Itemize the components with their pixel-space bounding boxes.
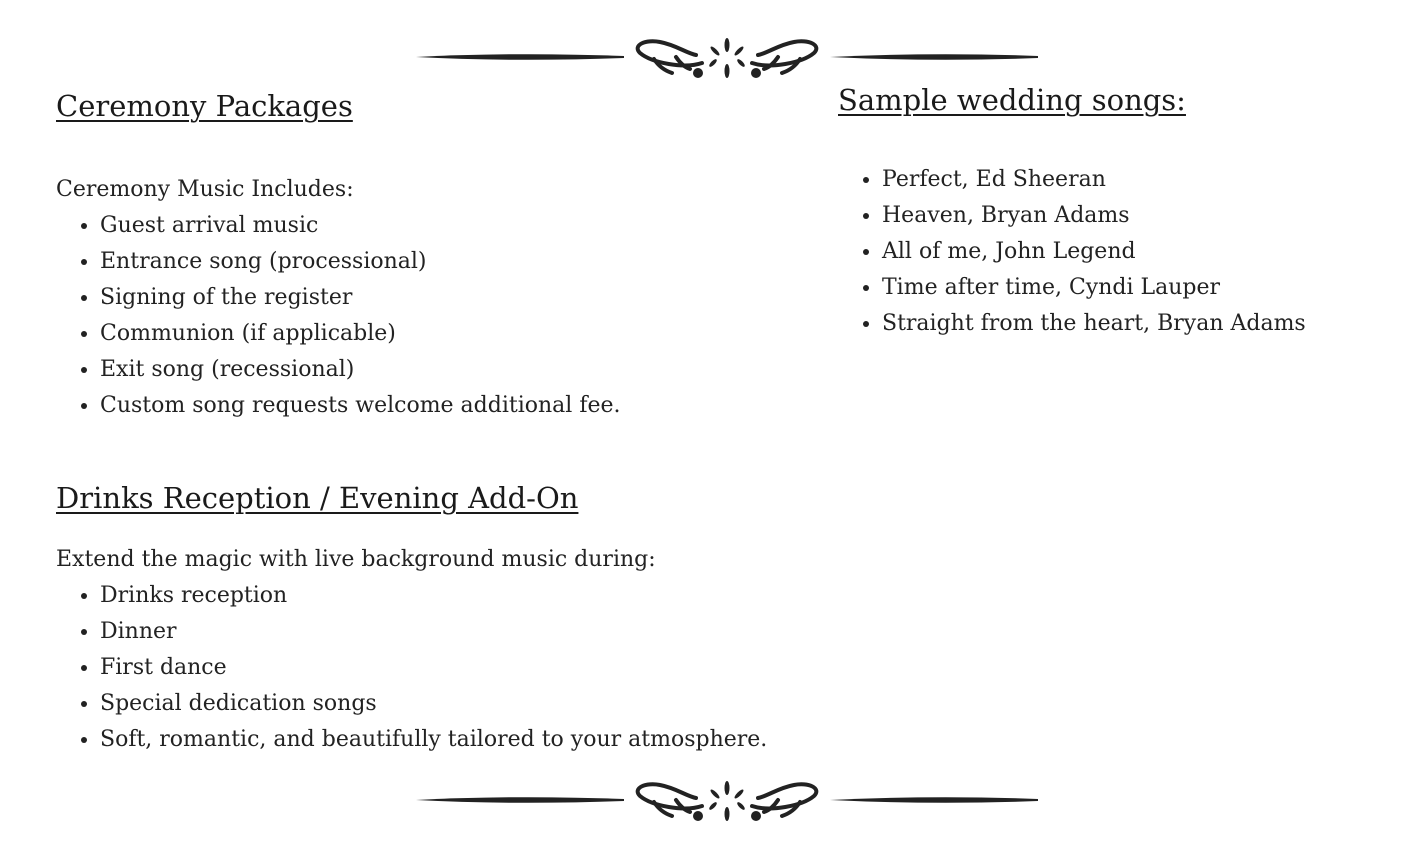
list-item: • Perfect, Ed Sheeran: [882, 162, 1398, 198]
list-item: • Exit song (recessional): [100, 352, 816, 388]
list-item: • Heaven, Bryan Adams: [882, 198, 1398, 234]
drinks-title: Drinks Reception / Evening Add-On: [56, 481, 579, 515]
drinks-list: [56, 578, 816, 758]
list-item: • Dinner: [100, 614, 816, 650]
list-item: • Special dedication songs: [100, 686, 816, 722]
list-item: • Signing of the register: [100, 280, 816, 316]
list-item: • First dance: [100, 650, 816, 686]
songs-list: [838, 162, 1398, 342]
ceremony-intro: Ceremony Music Includes:: [56, 177, 354, 202]
list-item: • Time after time, Cyndi Lauper: [882, 270, 1398, 306]
songs-title: Sample wedding songs:: [838, 83, 1186, 117]
list-item: • Communion (if applicable): [100, 316, 816, 352]
flourish-divider-icon: [414, 776, 1040, 824]
ceremony-title: Ceremony Packages: [56, 89, 353, 123]
left-column: [56, 86, 816, 758]
list-item: • Straight from the heart, Bryan Adams: [882, 306, 1398, 342]
ceremony-list: [56, 208, 816, 424]
flourish-divider-icon: [414, 33, 1040, 81]
list-item: • All of me, John Legend: [882, 234, 1398, 270]
list-item: • Custom song requests welcome additional fee.: [100, 388, 816, 424]
list-item: • Guest arrival music: [100, 208, 816, 244]
right-column: [838, 80, 1398, 342]
list-item: • Soft, romantic, and beautifully tailored to your atmosphere.: [100, 722, 816, 758]
list-item: • Drinks reception: [100, 578, 816, 614]
drinks-intro: Extend the magic with live background music during:: [56, 547, 656, 572]
list-item: • Entrance song (processional): [100, 244, 816, 280]
